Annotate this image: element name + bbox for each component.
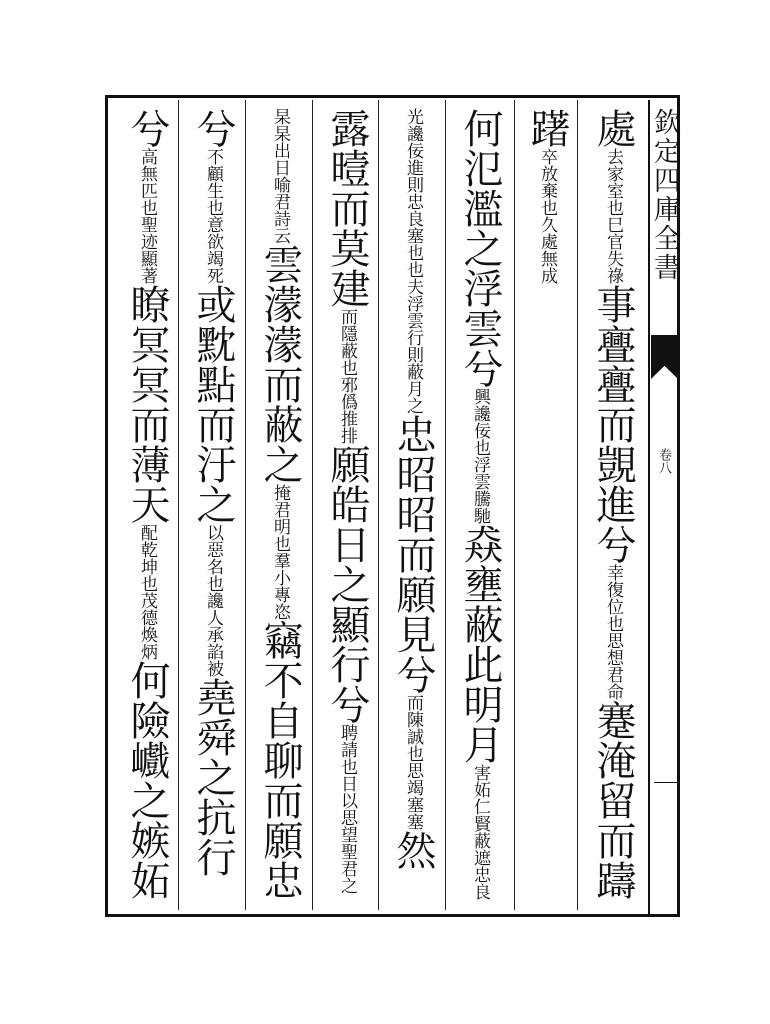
commentary-line: 聖迹顯著 [137,216,157,284]
column-divider [445,100,446,910]
main-text: 露曀而莫建 [324,108,370,308]
text-column-6 [255,108,305,900]
text-column-3 [455,108,505,900]
commentary-pair [536,148,558,284]
commentary-pair [602,564,624,700]
column-divider [577,100,578,910]
column-divider [178,100,179,910]
text-column-1 [588,108,638,900]
column-divider [245,100,246,910]
commentary-line: 卒放棄也 [537,148,557,216]
main-text: 兮 [124,108,170,148]
commentary-line: 邪僞推排 [337,376,357,444]
column-divider [514,100,515,910]
text-column-5 [322,108,372,894]
commentary-line: 也夫浮雲行則蔽月之 [403,261,423,414]
commentary-line: 喻君詩云 [270,176,290,244]
commentary-line: 配乾坤也 [137,524,157,592]
main-text: 猋壅蔽此明月 [457,524,503,764]
main-text: 何氾濫之浮雲兮 [457,108,503,388]
commentary-line: 巳官失祿 [603,216,623,284]
main-text: 瞭冥冥而薄天 [124,284,170,524]
text-column-8 [122,108,172,900]
commentary-line: 思望聖君之 [337,809,357,894]
commentary-line: 幸復位也 [603,564,623,632]
commentary-pair [336,724,358,894]
commentary-pair [402,694,424,830]
commentary-line: 茂德煥炳 [137,592,157,660]
commentary-line: 浮雲騰馳 [470,456,490,524]
commentary-line: 掩君明也 [270,484,290,552]
commentary-pair [269,108,291,244]
commentary-line: 蔽遮忠良 [470,832,490,900]
column-divider [312,100,313,910]
commentary-pair [136,524,158,660]
commentary-line: 意欲竭死 [203,216,223,284]
commentary-line: 興讒佞也 [470,388,490,456]
main-text: 事亹亹而覬進兮 [590,284,636,564]
commentary-line: 高無匹也 [137,148,157,216]
main-text: 竊不自聊而願忠 [257,620,303,900]
commentary-line: 思想君命 [603,632,623,700]
commentary-pair [336,308,358,444]
commentary-pair [202,148,224,284]
column-divider [378,100,379,910]
commentary-pair [602,148,624,284]
text-column-4 [388,108,438,870]
commentary-pair [402,108,424,414]
commentary-line: 讒人承諂被 [203,592,223,677]
main-text: 兮 [190,108,236,148]
commentary-pair [469,388,491,524]
commentary-line: 光讒佞進則忠良塞也 [403,108,423,261]
commentary-line: 聘請也日以 [337,724,357,809]
text-column-7 [188,108,238,877]
commentary-line: 以惡名也 [203,524,223,592]
commentary-line: 而隱蔽也 [337,308,357,376]
main-text: 願皓日之顯行兮 [324,444,370,724]
edge-volume-label: 卷八 [656,448,671,474]
commentary-pair [202,524,224,677]
commentary-line: 不顧生也 [203,148,223,216]
commentary-line: 思竭塞塞 [403,762,423,830]
commentary-pair [469,764,491,900]
edge-title: 欽定四庫全書 [649,108,680,282]
commentary-line: 杲杲出日 [270,108,290,176]
commentary-pair [269,484,291,620]
main-text: 或黕點而汙之 [190,284,236,524]
main-text: 堯舜之抗行 [190,677,236,877]
commentary-pair [136,148,158,284]
commentary-line: 害妬仁賢 [470,764,490,832]
main-text: 然 [390,830,436,870]
commentary-line: 去家室也 [603,148,623,216]
commentary-line: 羣小專恣 [270,552,290,620]
commentary-line: 而陳誠也 [403,694,423,762]
main-text: 雲濛濛而蔽之 [257,244,303,484]
commentary-line: 久處無成 [537,216,557,284]
main-text: 蹇淹留而躊 [590,700,636,900]
edge-divider [654,782,680,783]
main-text: 何險巇之嫉妬 [124,660,170,900]
main-text: 忠昭昭而願見兮 [390,414,436,694]
text-column-2 [522,108,572,284]
main-text: 處 [590,108,636,148]
main-text: 躇 [524,108,570,148]
